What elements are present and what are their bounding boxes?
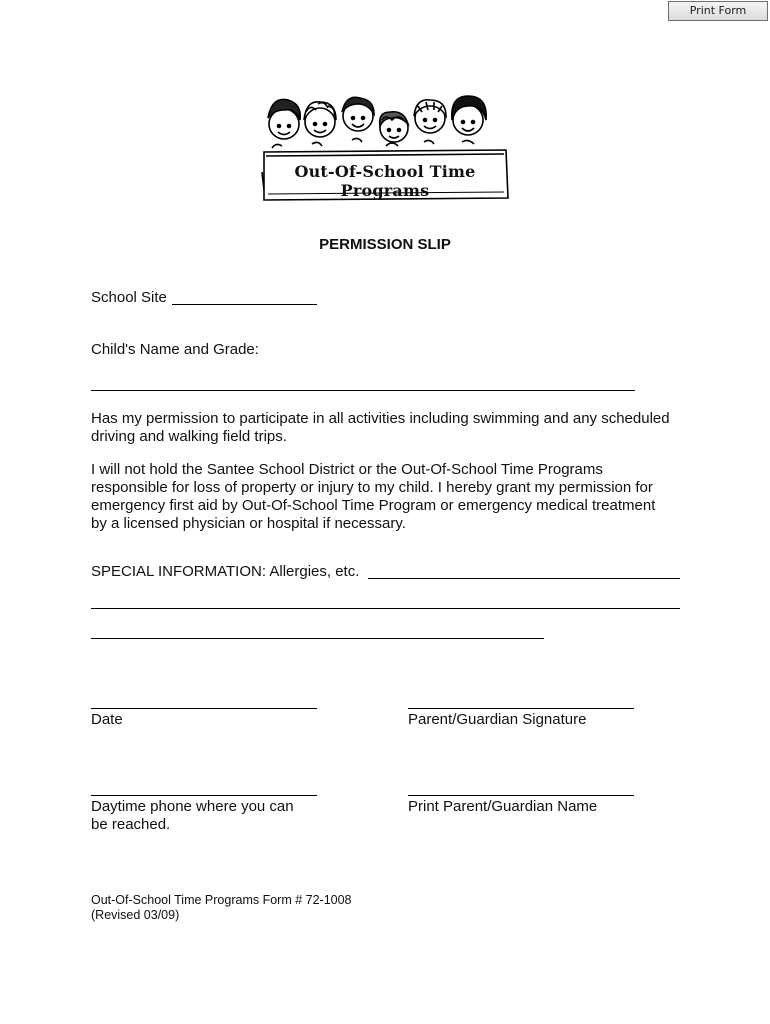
paragraph-line: Has my permission to participate in all activities including swimming and any scheduled — [91, 410, 670, 427]
print-form-button[interactable]: Print Form — [668, 1, 768, 21]
permission-paragraph — [91, 410, 670, 446]
phone-label-line: be reached. — [91, 816, 171, 833]
special-info-label: SPECIAL INFORMATION: Allergies, etc. — [91, 563, 360, 580]
date-line[interactable] — [91, 708, 317, 709]
school-site-line[interactable] — [172, 304, 317, 305]
page-title: PERMISSION SLIP — [319, 236, 451, 253]
paragraph-line: I will not hold the Santee School District or the Out-Of-School Time Programs — [91, 461, 603, 478]
special-info-line-3[interactable] — [91, 638, 544, 639]
print-name-line[interactable] — [408, 795, 634, 796]
logo-text: Out-Of-School Time Programs — [294, 162, 476, 200]
special-info-line-2[interactable] — [91, 608, 680, 609]
child-name-line[interactable] — [91, 390, 635, 391]
paragraph-line: by a licensed physician or hospital if necessary. — [91, 515, 406, 532]
child-name-label: Child's Name and Grade: — [91, 341, 259, 358]
date-label: Date — [91, 711, 123, 728]
paragraph-line: emergency first aid by Out-Of-School Time Program or emergency medical treatment — [91, 497, 656, 514]
paragraph-line: driving and walking field trips. — [91, 428, 287, 445]
print-name-label: Print Parent/Guardian Name — [408, 798, 598, 815]
form-footer — [91, 893, 352, 923]
footer-line: Out-Of-School Time Programs Form # 72-1008 — [91, 893, 352, 907]
liability-paragraph — [91, 461, 655, 533]
paragraph-line: responsible for loss of property or injury to my child. I hereby grant my permission for — [91, 479, 653, 496]
phone-label-line: Daytime phone where you can — [91, 798, 294, 815]
phone-label — [91, 798, 294, 834]
footer-line: (Revised 03/09) — [91, 908, 180, 922]
parent-signature-line[interactable] — [408, 708, 634, 709]
special-info-line-1[interactable] — [368, 578, 680, 579]
parent-signature-label: Parent/Guardian Signature — [408, 711, 587, 728]
school-site-label: School Site — [91, 289, 167, 306]
phone-line[interactable] — [91, 795, 317, 796]
